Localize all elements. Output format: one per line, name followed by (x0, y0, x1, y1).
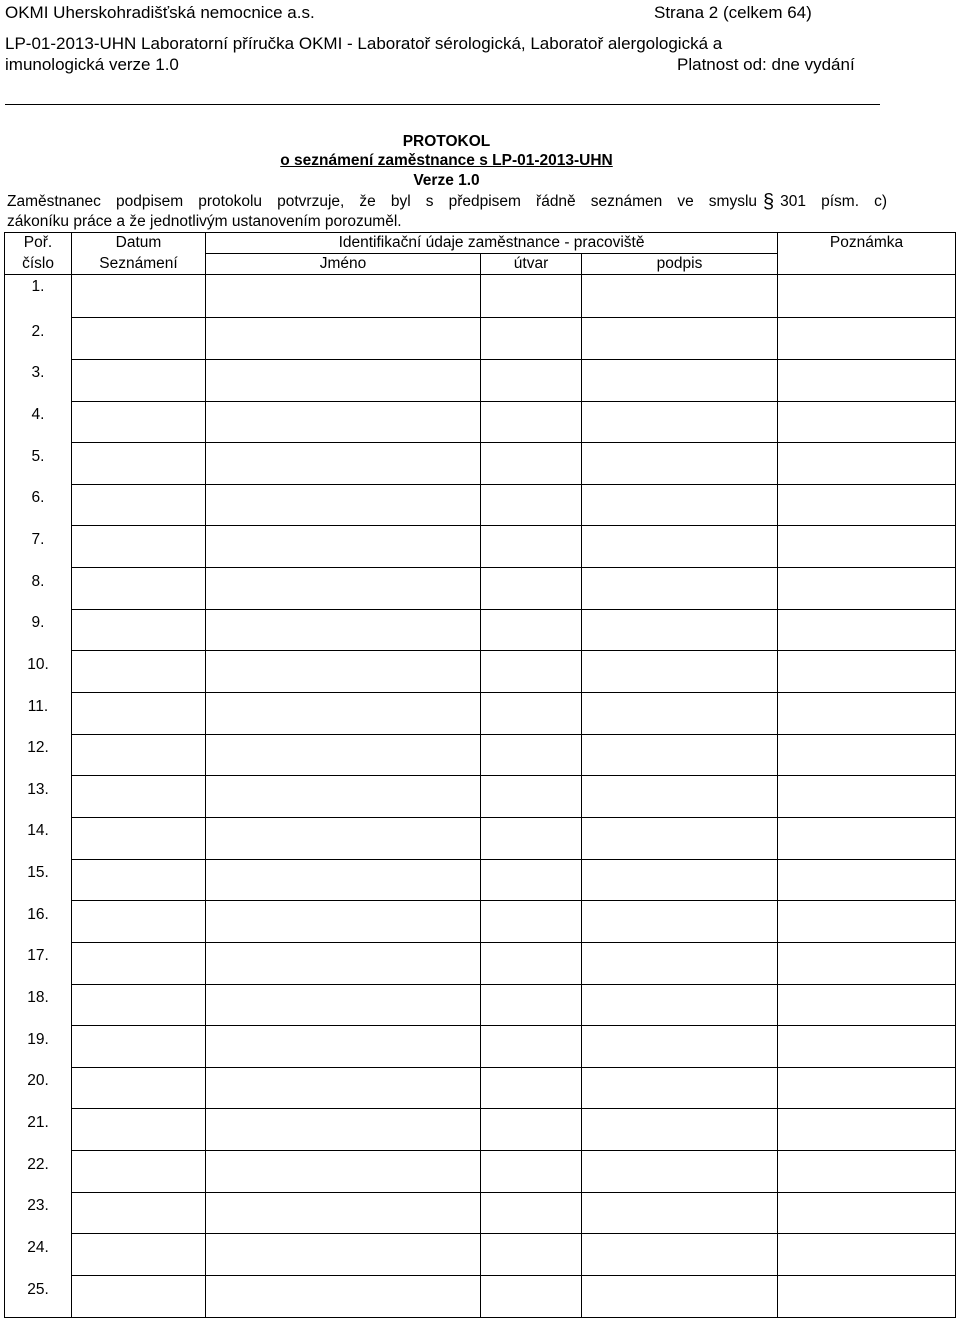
unit-cell[interactable] (481, 1276, 582, 1318)
row-number: 7. (5, 526, 72, 568)
note-cell[interactable] (778, 693, 956, 735)
name-cell[interactable] (206, 942, 481, 984)
note-cell[interactable] (778, 1109, 956, 1151)
table-row (5, 401, 956, 443)
signature-cell[interactable] (582, 1151, 778, 1193)
date-cell[interactable] (72, 484, 206, 526)
row-number: 17. (5, 942, 72, 984)
table-row (5, 1109, 956, 1151)
date-cell[interactable] (72, 275, 206, 318)
signature-cell[interactable] (582, 693, 778, 735)
table-row (5, 817, 956, 859)
name-cell[interactable] (206, 359, 481, 401)
date-cell[interactable] (72, 817, 206, 859)
signature-cell[interactable] (582, 359, 778, 401)
date-cell[interactable] (72, 776, 206, 818)
row-number: 3. (5, 359, 72, 401)
table-row (5, 942, 956, 984)
table-row (5, 734, 956, 776)
header-name: Jméno (206, 254, 481, 275)
name-cell[interactable] (206, 859, 481, 901)
name-cell[interactable] (206, 1026, 481, 1068)
date-cell[interactable] (72, 609, 206, 651)
header-number: číslo (5, 254, 72, 275)
row-number: 6. (5, 484, 72, 526)
date-cell[interactable] (72, 942, 206, 984)
note-cell[interactable] (778, 484, 956, 526)
header-document-version: imunologická verze 1.0 (5, 55, 179, 74)
table-row (5, 859, 956, 901)
row-number: 1. (5, 275, 72, 318)
signature-cell[interactable] (582, 1067, 778, 1109)
signature-cell[interactable] (582, 318, 778, 360)
name-cell[interactable] (206, 817, 481, 859)
name-cell[interactable] (206, 1067, 481, 1109)
table-header-row (5, 233, 956, 254)
date-cell[interactable] (72, 1276, 206, 1318)
signature-cell[interactable] (582, 942, 778, 984)
header-order: Poř. (5, 233, 72, 254)
unit-cell[interactable] (481, 1109, 582, 1151)
note-cell[interactable] (778, 1067, 956, 1109)
signature-cell[interactable] (582, 484, 778, 526)
date-cell[interactable] (72, 1109, 206, 1151)
name-cell[interactable] (206, 568, 481, 610)
row-number: 11. (5, 693, 72, 735)
table-row (5, 776, 956, 818)
date-cell[interactable] (72, 693, 206, 735)
statement-paragraph (7, 192, 887, 232)
unit-cell[interactable] (481, 275, 582, 318)
protocol-version: Verze 1.0 (413, 172, 480, 189)
note-cell[interactable] (778, 609, 956, 651)
header-acknowledged: Seznámení (72, 254, 206, 275)
name-cell[interactable] (206, 443, 481, 485)
signature-cell[interactable] (582, 859, 778, 901)
name-cell[interactable] (206, 901, 481, 943)
date-cell[interactable] (72, 526, 206, 568)
header-unit: útvar (481, 254, 582, 275)
unit-cell[interactable] (481, 901, 582, 943)
note-cell[interactable] (778, 651, 956, 693)
table-row (5, 1026, 956, 1068)
signature-cell[interactable] (582, 1192, 778, 1234)
date-cell[interactable] (72, 1234, 206, 1276)
row-number: 23. (5, 1192, 72, 1234)
statement-reference: 301 písm. c) (780, 193, 888, 210)
date-cell[interactable] (72, 1151, 206, 1193)
unit-cell[interactable] (481, 651, 582, 693)
header-identification: Identifikační údaje zaměstnance - pracoviště (206, 233, 778, 254)
note-cell[interactable] (778, 817, 956, 859)
unit-cell[interactable] (481, 734, 582, 776)
unit-cell[interactable] (481, 1067, 582, 1109)
name-cell[interactable] (206, 1151, 481, 1193)
signature-cell[interactable] (582, 734, 778, 776)
unit-cell[interactable] (481, 984, 582, 1026)
name-cell[interactable] (206, 484, 481, 526)
signature-cell[interactable] (582, 401, 778, 443)
statement-line-2: zákoníku práce a že jednotlivým ustanovením porozuměl. (7, 213, 402, 230)
header-divider (5, 104, 880, 105)
table-row (5, 1067, 956, 1109)
unit-cell[interactable] (481, 1234, 582, 1276)
note-cell[interactable] (778, 859, 956, 901)
row-number: 22. (5, 1151, 72, 1193)
table-row (5, 484, 956, 526)
table-row (5, 901, 956, 943)
table-row (5, 651, 956, 693)
header-validity: Platnost od: dne vydání (677, 55, 855, 74)
date-cell[interactable] (72, 1067, 206, 1109)
signature-cell[interactable] (582, 568, 778, 610)
note-cell[interactable] (778, 1234, 956, 1276)
note-cell[interactable] (778, 526, 956, 568)
unit-cell[interactable] (481, 859, 582, 901)
date-cell[interactable] (72, 443, 206, 485)
header-note: Poznámka (778, 233, 956, 275)
note-cell[interactable] (778, 568, 956, 610)
signature-cell[interactable] (582, 609, 778, 651)
date-cell[interactable] (72, 568, 206, 610)
table-row (5, 275, 956, 318)
note-cell[interactable] (778, 359, 956, 401)
name-cell[interactable] (206, 526, 481, 568)
unit-cell[interactable] (481, 568, 582, 610)
row-number: 18. (5, 984, 72, 1026)
table-row (5, 1276, 956, 1318)
signature-cell[interactable] (582, 1026, 778, 1068)
unit-cell[interactable] (481, 359, 582, 401)
name-cell[interactable] (206, 401, 481, 443)
unit-cell[interactable] (481, 401, 582, 443)
note-cell[interactable] (778, 776, 956, 818)
signature-cell[interactable] (582, 1234, 778, 1276)
row-number: 4. (5, 401, 72, 443)
date-cell[interactable] (72, 651, 206, 693)
section-sign: § (763, 191, 775, 213)
note-cell[interactable] (778, 1192, 956, 1234)
note-cell[interactable] (778, 275, 956, 318)
unit-cell[interactable] (481, 1192, 582, 1234)
note-cell[interactable] (778, 734, 956, 776)
signature-cell[interactable] (582, 1276, 778, 1318)
date-cell[interactable] (72, 359, 206, 401)
row-number: 21. (5, 1109, 72, 1151)
name-cell[interactable] (206, 609, 481, 651)
name-cell[interactable] (206, 1276, 481, 1318)
statement-text: Zaměstnanec podpisem protokolu potvrzuje, že byl s předpisem řádně seznámen ve smyslu (7, 193, 758, 210)
note-cell[interactable] (778, 942, 956, 984)
table-row (5, 568, 956, 610)
note-cell[interactable] (778, 1151, 956, 1193)
unit-cell[interactable] (481, 693, 582, 735)
date-cell[interactable] (72, 734, 206, 776)
unit-cell[interactable] (481, 776, 582, 818)
row-number: 25. (5, 1276, 72, 1318)
unit-cell[interactable] (481, 817, 582, 859)
name-cell[interactable] (206, 275, 481, 318)
name-cell[interactable] (206, 734, 481, 776)
table-row (5, 609, 956, 651)
note-cell[interactable] (778, 1026, 956, 1068)
table-row (5, 1234, 956, 1276)
signature-cell[interactable] (582, 901, 778, 943)
table-row (5, 526, 956, 568)
unit-cell[interactable] (481, 484, 582, 526)
name-cell[interactable] (206, 1192, 481, 1234)
unit-cell[interactable] (481, 942, 582, 984)
table-row (5, 318, 956, 360)
date-cell[interactable] (72, 1192, 206, 1234)
table-row (5, 1151, 956, 1193)
row-number: 5. (5, 443, 72, 485)
signature-cell[interactable] (582, 984, 778, 1026)
unit-cell[interactable] (481, 609, 582, 651)
date-cell[interactable] (72, 984, 206, 1026)
name-cell[interactable] (206, 651, 481, 693)
unit-cell[interactable] (481, 443, 582, 485)
row-number: 15. (5, 859, 72, 901)
header-date: Datum (72, 233, 206, 254)
name-cell[interactable] (206, 1234, 481, 1276)
row-number: 19. (5, 1026, 72, 1068)
table-row (5, 359, 956, 401)
row-number: 2. (5, 318, 72, 360)
unit-cell[interactable] (481, 318, 582, 360)
unit-cell[interactable] (481, 526, 582, 568)
signature-cell[interactable] (582, 1109, 778, 1151)
row-number: 12. (5, 734, 72, 776)
note-cell[interactable] (778, 901, 956, 943)
row-number: 9. (5, 609, 72, 651)
signature-cell[interactable] (582, 443, 778, 485)
header-organization: OKMI Uherskohradišťská nemocnice a.s. (5, 3, 315, 22)
date-cell[interactable] (72, 401, 206, 443)
row-number: 10. (5, 651, 72, 693)
row-number: 13. (5, 776, 72, 818)
date-cell[interactable] (72, 1026, 206, 1068)
row-number: 14. (5, 817, 72, 859)
row-number: 16. (5, 901, 72, 943)
table-row (5, 693, 956, 735)
table-row (5, 984, 956, 1026)
row-number: 24. (5, 1234, 72, 1276)
header-page-number: Strana 2 (celkem 64) (654, 3, 812, 22)
header-document-title: LP-01-2013-UHN Laboratorní příručka OKMI - Laboratoř sérologická, Laboratoř alergologická a (5, 34, 723, 53)
date-cell[interactable] (72, 901, 206, 943)
name-cell[interactable] (206, 693, 481, 735)
acknowledgement-table (4, 232, 956, 1318)
signature-cell[interactable] (582, 526, 778, 568)
row-number: 20. (5, 1067, 72, 1109)
name-cell[interactable] (206, 318, 481, 360)
note-cell[interactable] (778, 1276, 956, 1318)
unit-cell[interactable] (481, 1151, 582, 1193)
table-row (5, 443, 956, 485)
note-cell[interactable] (778, 984, 956, 1026)
signature-cell[interactable] (582, 817, 778, 859)
note-cell[interactable] (778, 318, 956, 360)
header-signature: podpis (582, 254, 778, 275)
date-cell[interactable] (72, 318, 206, 360)
date-cell[interactable] (72, 859, 206, 901)
note-cell[interactable] (778, 401, 956, 443)
signature-cell[interactable] (582, 275, 778, 318)
name-cell[interactable] (206, 984, 481, 1026)
signature-cell[interactable] (582, 776, 778, 818)
name-cell[interactable] (206, 776, 481, 818)
name-cell[interactable] (206, 1109, 481, 1151)
signature-cell[interactable] (582, 651, 778, 693)
row-number: 8. (5, 568, 72, 610)
protocol-subtitle: o seznámení zaměstnance s LP-01-2013-UHN (280, 152, 613, 169)
protocol-title: PROTOKOL (402, 133, 491, 150)
unit-cell[interactable] (481, 1026, 582, 1068)
note-cell[interactable] (778, 443, 956, 485)
table-row (5, 1192, 956, 1234)
